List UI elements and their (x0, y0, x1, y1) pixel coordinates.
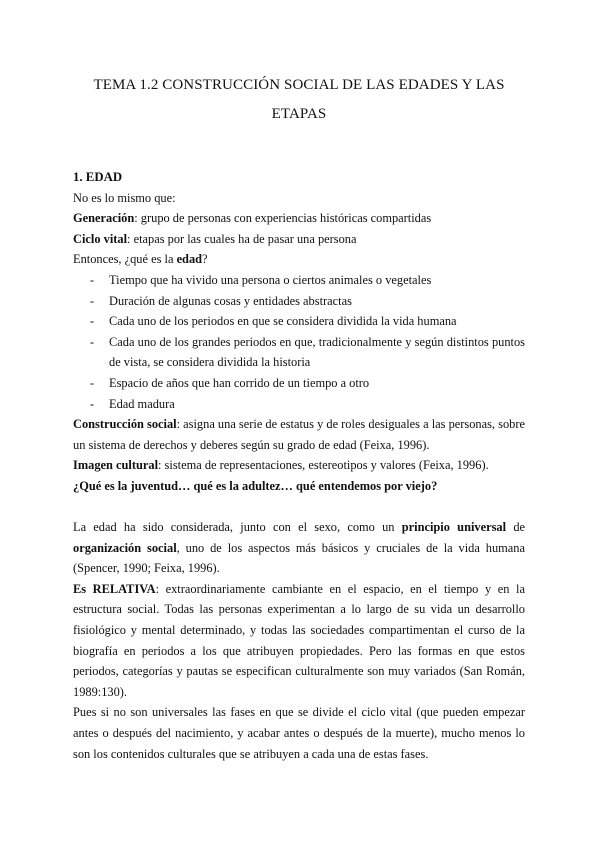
dash-bullet: - (90, 375, 95, 390)
paragraph-principio-universal (73, 517, 525, 579)
question-edad-term: edad (176, 252, 203, 267)
text-imagen-cultural: : sistema de representaciones, estereotipos y valores (Feixa, 1996). (158, 458, 489, 473)
definition-imagen-cultural (73, 455, 525, 476)
definition-generacion (73, 208, 525, 229)
para1-a: La edad ha sido considerada, junto con el sexo, como un (73, 520, 402, 535)
bold-question-text: ¿Qué es la juventud… qué es la adultez… qué entendemos por viejo? (73, 478, 438, 493)
dash-bullet: - (90, 396, 95, 411)
list-item (73, 332, 525, 373)
term-organizacion-social: organización social (73, 540, 177, 555)
definition-construccion-social (73, 414, 525, 455)
list-item-text: Espacio de años que han corrido de un tiempo a otro (109, 375, 370, 390)
para1-e: , uno de los aspectos más básicos y cruciales de la vida humana (Spencer, 1990; Feixa, 1996). (73, 540, 525, 576)
question-edad-post: ? (202, 252, 208, 267)
list-item-text: Tiempo que ha vivido una persona o ciertos animales o vegetales (109, 272, 432, 287)
dash-bullet: - (90, 293, 95, 308)
list-item (73, 394, 525, 415)
blank-line (73, 497, 525, 518)
term-es-relativa: Es RELATIVA (73, 581, 156, 596)
paragraph-fases-ciclo-vital: Pues si no son universales las fases en que se divide el ciclo vital (que pueden empezar antes o después del nacimiento, y acabar antes o después de la muerte), mucho menos lo son los contenidos culturales que se atribuyen a cada una de estas fases. (73, 705, 525, 761)
list-item (73, 270, 525, 291)
title-line-1: TEMA 1.2 CONSTRUCCIÓN SOCIAL DE LAS EDADES Y LAS (93, 77, 505, 93)
list-item (73, 373, 525, 394)
paragraph-es-relativa (73, 579, 525, 703)
section-heading-edad: 1. EDAD (73, 170, 123, 184)
term-imagen-cultural: Imagen cultural (73, 458, 159, 473)
term-principio-universal: principio universal (401, 520, 507, 535)
intro-line: No es lo mismo que: (73, 190, 176, 205)
definition-ciclo-vital (73, 229, 525, 250)
document-title (73, 71, 525, 129)
list-item (73, 291, 525, 312)
bold-question (73, 476, 525, 497)
document-page (73, 0, 525, 764)
text-construccion-social: : asigna una serie de estatus y de roles desiguales a las personas, sobre un sistema de derechos y deberes según su grado de edad (Feixa, 1996). (73, 417, 525, 452)
dash-bullet: - (90, 272, 95, 287)
text-generacion: : grupo de personas con experiencias históricas compartidas (134, 211, 432, 226)
title-line-2: ETAPAS (271, 106, 327, 122)
list-item (73, 311, 525, 332)
list-item-text: Duración de algunas cosas y entidades abstractas (109, 293, 352, 308)
dash-bullet: - (90, 334, 95, 349)
term-ciclo-vital: Ciclo vital (73, 231, 128, 246)
para1-c: de (506, 520, 526, 535)
term-generacion: Generación (73, 211, 135, 226)
question-edad (73, 249, 525, 270)
edad-definition-list (73, 270, 525, 414)
text-ciclo-vital: : etapas por las cuales ha de pasar una persona (127, 231, 357, 246)
list-item-text: Cada uno de los periodos en que se considera dividida la vida humana (109, 314, 457, 329)
list-item-text: Edad madura (109, 396, 175, 411)
text-es-relativa: : extraordinariamente cambiante en el espacio, en el tiempo y en la estructura social. Todas las personas experimentan a lo largo de su vida un desarrollo fisiológico y mental determinado, y todas las sociedades compartimentan el curso de la biografía en periodos a los que atribuyen propiedades. Pero las formas en que estos periodos, categorías y pautas se especifican culturalmente son muy variados (San Román, 1989:130). (73, 581, 525, 699)
term-construccion-social: Construcción social (73, 417, 177, 432)
question-edad-pre: Entonces, ¿qué es la (73, 252, 177, 267)
dash-bullet: - (90, 314, 95, 329)
list-item-text: Cada uno de los grandes periodos en que, tradicionalmente y según distintos puntos de vista, se considera dividida la historia (109, 334, 525, 370)
